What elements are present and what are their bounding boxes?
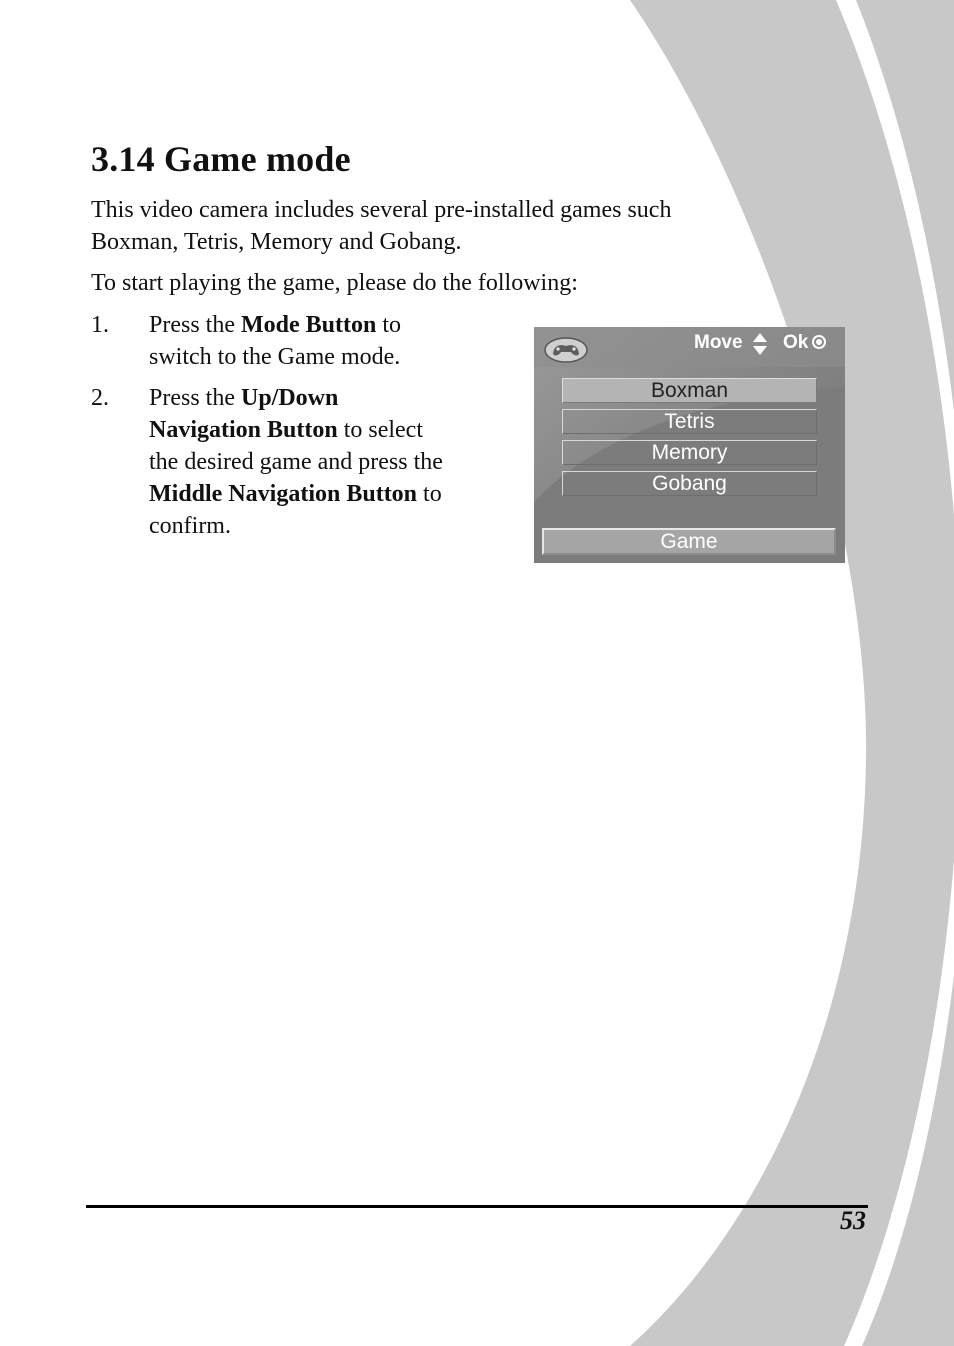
step-2-number: 2.	[91, 385, 109, 411]
game-option-gobang[interactable]: Gobang	[562, 471, 817, 496]
step-2-line-2-post: to select	[337, 417, 424, 443]
step-2-line-3: the desired game and press the	[149, 449, 443, 475]
header-move-label: Move	[694, 332, 743, 353]
step-1-line-1-pre: Press the	[149, 312, 241, 338]
step-2-line-5: confirm.	[149, 513, 231, 539]
intro-line-1: This video camera includes several pre-installed games such	[91, 197, 672, 223]
game-option-boxman[interactable]: Boxman	[562, 378, 817, 403]
step-2-line-4-post: to	[417, 481, 442, 507]
intro-paragraph	[91, 194, 791, 258]
footer-rule	[86, 1205, 868, 1208]
up-down-arrows-icon	[752, 332, 768, 356]
intro-line-2: Boxman, Tetris, Memory and Gobang.	[91, 229, 462, 255]
navigation-button-term: Navigation Button	[149, 417, 338, 443]
step-1-text	[149, 309, 401, 373]
header-ok-label: Ok	[783, 332, 809, 353]
mode-button-term: Mode Button	[241, 312, 377, 338]
step-2-text	[149, 382, 443, 542]
middle-navigation-button-term: Middle Navigation Button	[149, 481, 418, 507]
step-2-line-1-pre: Press the	[149, 385, 241, 411]
ok-circle-icon	[812, 335, 826, 349]
game-option-tetris[interactable]: Tetris	[562, 409, 817, 434]
step-1-number: 1.	[91, 312, 109, 338]
instructions-lead: To start playing the game, please do the following:	[91, 270, 578, 296]
gamepad-icon	[544, 337, 588, 363]
game-option-memory[interactable]: Memory	[562, 440, 817, 465]
step-1-line-2: switch to the Game mode.	[149, 344, 401, 370]
game-menu-screenshot	[534, 327, 845, 563]
up-down-term: Up/Down	[241, 385, 339, 411]
page-title: 3.14 Game mode	[91, 139, 351, 179]
page-number: 53	[840, 1206, 866, 1235]
step-1-line-1-post: to	[376, 312, 402, 338]
mode-label-bar: Game	[542, 528, 836, 555]
